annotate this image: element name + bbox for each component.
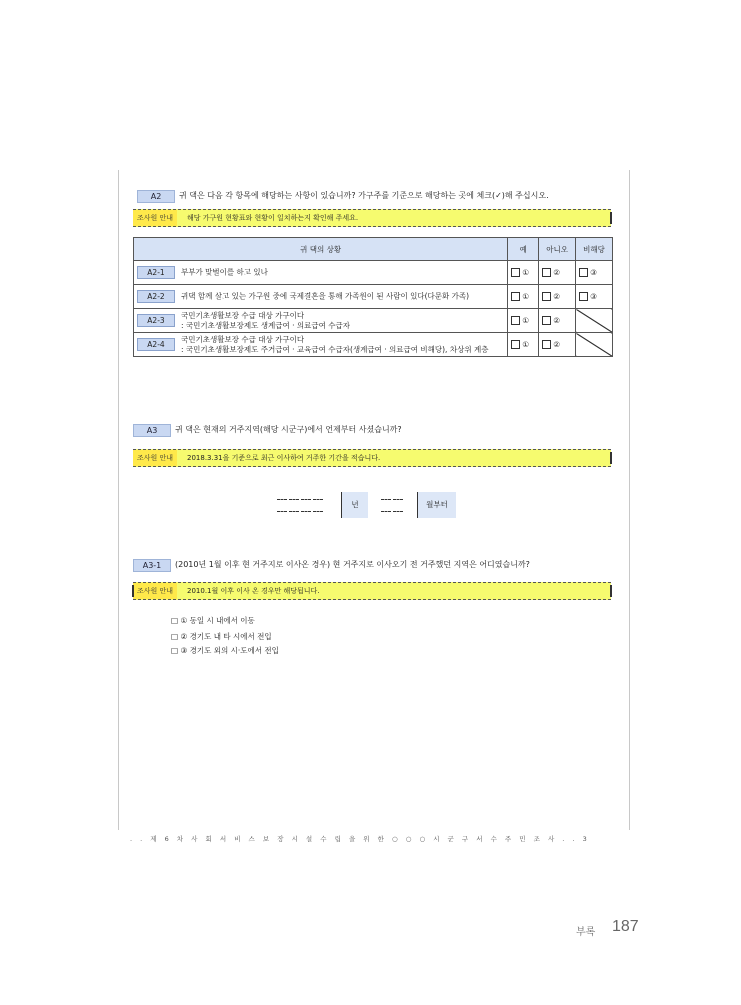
month-unit: 월부터: [417, 492, 456, 518]
digit-cell[interactable]: [301, 499, 311, 512]
na-option[interactable]: ③: [576, 285, 613, 309]
guide-tag: 조사원 안내: [133, 210, 177, 226]
row-id: A2-1: [137, 266, 175, 279]
checkbox[interactable]: [511, 292, 520, 301]
question-a3-1: (2010년 1월 이후 현 거주지로 이사온 경우) 현 거주지로 이사오기 전 거주했던 지역은 어디였습니까?: [175, 560, 530, 569]
checkbox[interactable]: [579, 268, 588, 277]
guide-note-a3-1: [133, 582, 611, 600]
appendix-label: 부록: [576, 927, 596, 938]
guide-tag: 조사원 안내: [133, 583, 177, 599]
checkbox[interactable]: [542, 340, 551, 349]
yes-option[interactable]: ①: [508, 285, 539, 309]
table-row: [134, 285, 613, 309]
page-number: 187: [612, 918, 639, 935]
guide-text: 2018.3.31을 기준으로 최근 이사하여 거주한 기간을 적습니다.: [187, 454, 381, 462]
no-option[interactable]: ②: [539, 261, 576, 285]
note-edge: [132, 585, 134, 597]
option-2[interactable]: □ ② 경기도 내 타 시에서 전입: [171, 632, 272, 641]
a2-table: [133, 237, 613, 357]
row-subtext: : 국민기초생활보장제도 생계급여 · 의료급여 수급자: [181, 320, 350, 330]
digit-cell[interactable]: [381, 499, 391, 512]
note-edge: [610, 212, 612, 224]
guide-note-a3: [133, 449, 611, 467]
guide-tag: 조사원 안내: [133, 450, 177, 466]
month-input[interactable]: [381, 492, 415, 518]
checkbox[interactable]: [511, 316, 520, 325]
note-edge: [610, 585, 612, 597]
option-1[interactable]: □ ① 동일 시 내에서 이동: [171, 616, 255, 625]
row-id: A2-3: [137, 314, 175, 327]
question-a2: 귀 댁은 다음 각 항목에 해당하는 사항이 있습니까? 가구주를 기준으로 해당하는 곳에 체크(✓)해 주십시오.: [179, 191, 549, 200]
na-disabled: [576, 309, 613, 333]
row-text: 부부가 맞벌이를 하고 있나: [181, 267, 268, 277]
row-item: [134, 261, 508, 285]
no-option[interactable]: ②: [539, 309, 576, 333]
guide-text: 해당 가구원 현황표와 현황이 일치하는지 확인해 주세요.: [187, 214, 359, 222]
row-item: [134, 309, 508, 333]
row-subtext: : 국민기초생활보장제도 주거급여 · 교육급여 수급자(생계급여 · 의료급여 비해당), 차상위 계층: [181, 344, 489, 354]
checkbox[interactable]: [579, 292, 588, 301]
col-no: 아니오: [539, 238, 576, 261]
digit-cell[interactable]: [393, 499, 403, 512]
row-id: A2-2: [137, 290, 175, 303]
col-yes: 예: [508, 238, 539, 261]
question-badge-a3-1: A3-1: [133, 559, 171, 572]
question-badge-a3: A3: [133, 424, 171, 437]
col-item: 귀 댁의 상황: [134, 238, 508, 261]
row-text: 국민기초생활보장 수급 대상 가구이다: [181, 310, 305, 320]
year-input[interactable]: [277, 492, 339, 518]
question-badge-a2: A2: [137, 190, 175, 203]
col-na: 비해당: [576, 238, 613, 261]
yes-option[interactable]: ①: [508, 261, 539, 285]
row-item: [134, 285, 508, 309]
guide-note-a2: [133, 209, 611, 227]
page-footer: . . 제 6 차 사 회 서 비 스 보 장 시 설 수 립 을 위 한 ○ ○ ○ 시 군 구 서 수 주 민 조 사 . . 3: [130, 835, 590, 843]
na-option[interactable]: ③: [576, 261, 613, 285]
note-edge: [610, 452, 612, 464]
survey-sheet: [118, 170, 630, 830]
row-item: [134, 333, 508, 357]
checkbox[interactable]: [511, 340, 520, 349]
digit-cell[interactable]: [277, 499, 287, 512]
yes-option[interactable]: ①: [508, 333, 539, 357]
year-unit: 년: [341, 492, 368, 518]
option-3[interactable]: □ ③ 경기도 외의 시·도에서 전입: [171, 646, 279, 655]
row-text: 귀댁 함께 살고 있는 가구원 중에 국제결혼을 통해 가족원이 된 사람이 있다(다문화 가족): [181, 291, 470, 301]
row-text: 국민기초생활보장 수급 대상 가구이다: [181, 334, 305, 344]
table-row: [134, 261, 613, 285]
checkbox[interactable]: [542, 292, 551, 301]
table-row: [134, 333, 613, 357]
row-id: A2-4: [137, 338, 175, 351]
na-disabled: [576, 333, 613, 357]
digit-cell[interactable]: [289, 499, 299, 512]
guide-text: 2010.1월 이후 이사 온 경우만 해당됩니다.: [187, 587, 320, 595]
checkbox[interactable]: [511, 268, 520, 277]
no-option[interactable]: ②: [539, 285, 576, 309]
table-header: [134, 238, 613, 261]
digit-cell[interactable]: [313, 499, 323, 512]
yes-option[interactable]: ①: [508, 309, 539, 333]
no-option[interactable]: ②: [539, 333, 576, 357]
table-row: [134, 309, 613, 333]
checkbox[interactable]: [542, 268, 551, 277]
checkbox[interactable]: [542, 316, 551, 325]
question-a3: 귀 댁은 현재의 거주지역(해당 시군구)에서 언제부터 사셨습니까?: [175, 425, 402, 434]
